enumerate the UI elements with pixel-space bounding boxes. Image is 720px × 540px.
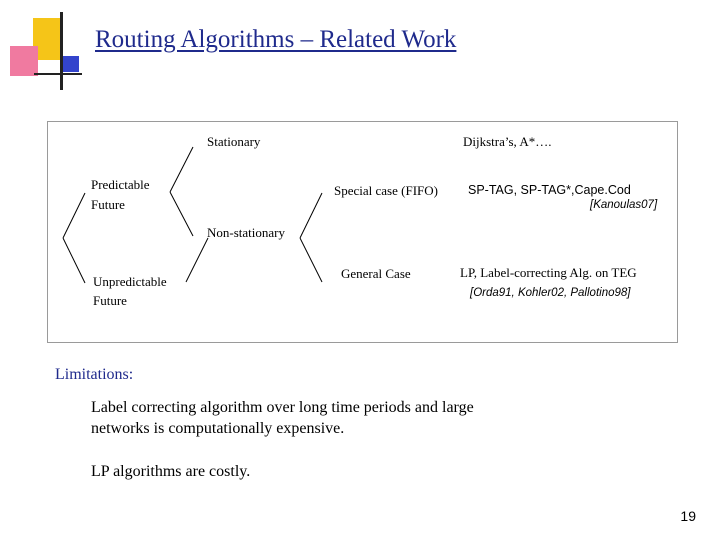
limitations-heading: Limitations:: [55, 366, 134, 383]
slide-title: Routing Algorithms – Related Work: [95, 26, 457, 53]
lp-label: LP, Label-correcting Alg. on TEG: [460, 265, 637, 280]
connector-to-nonstationary-upper: [170, 192, 193, 236]
connector-unpredictable-left: [63, 238, 85, 283]
predictable-label-line2: Future: [91, 197, 125, 212]
special-case-label: Special case (FIFO): [334, 183, 438, 198]
general-case-label: General Case: [341, 266, 411, 281]
predictable-label-line1: Predictable: [91, 177, 150, 192]
limitation-item-2: [91, 461, 250, 482]
limitation-item-1-line2: networks is computationally expensive.: [91, 420, 345, 437]
limitation-item-1-line1: Label correcting algorithm over long time periods and large: [91, 399, 474, 416]
page-number: 19: [680, 508, 696, 524]
non-stationary-label: Non-stationary: [207, 225, 285, 240]
connector-predictable-left: [63, 193, 85, 238]
connector-to-general-case: [300, 238, 322, 282]
unpredictable-label-line2: Future: [93, 293, 127, 308]
limitation-item-2-line1: LP algorithms are costly.: [91, 463, 251, 480]
unpredictable-label-line1: Unpredictable: [93, 274, 167, 289]
connector-to-special-case: [300, 193, 322, 238]
stationary-label: Stationary: [207, 134, 261, 149]
limitation-item-1: [91, 397, 474, 439]
lp-citation: [Orda91, Kohler02, Pallotino98]: [470, 287, 631, 299]
sp-tag-citation: [Kanoulas07]: [590, 199, 658, 211]
sp-tag-label: SP-TAG, SP-TAG*,Cape.Cod: [468, 183, 631, 197]
dijkstra-label: Dijkstra’s, A*….: [463, 134, 552, 149]
connector-to-stationary: [170, 147, 193, 192]
connector-to-nonstationary-lower: [186, 238, 208, 282]
